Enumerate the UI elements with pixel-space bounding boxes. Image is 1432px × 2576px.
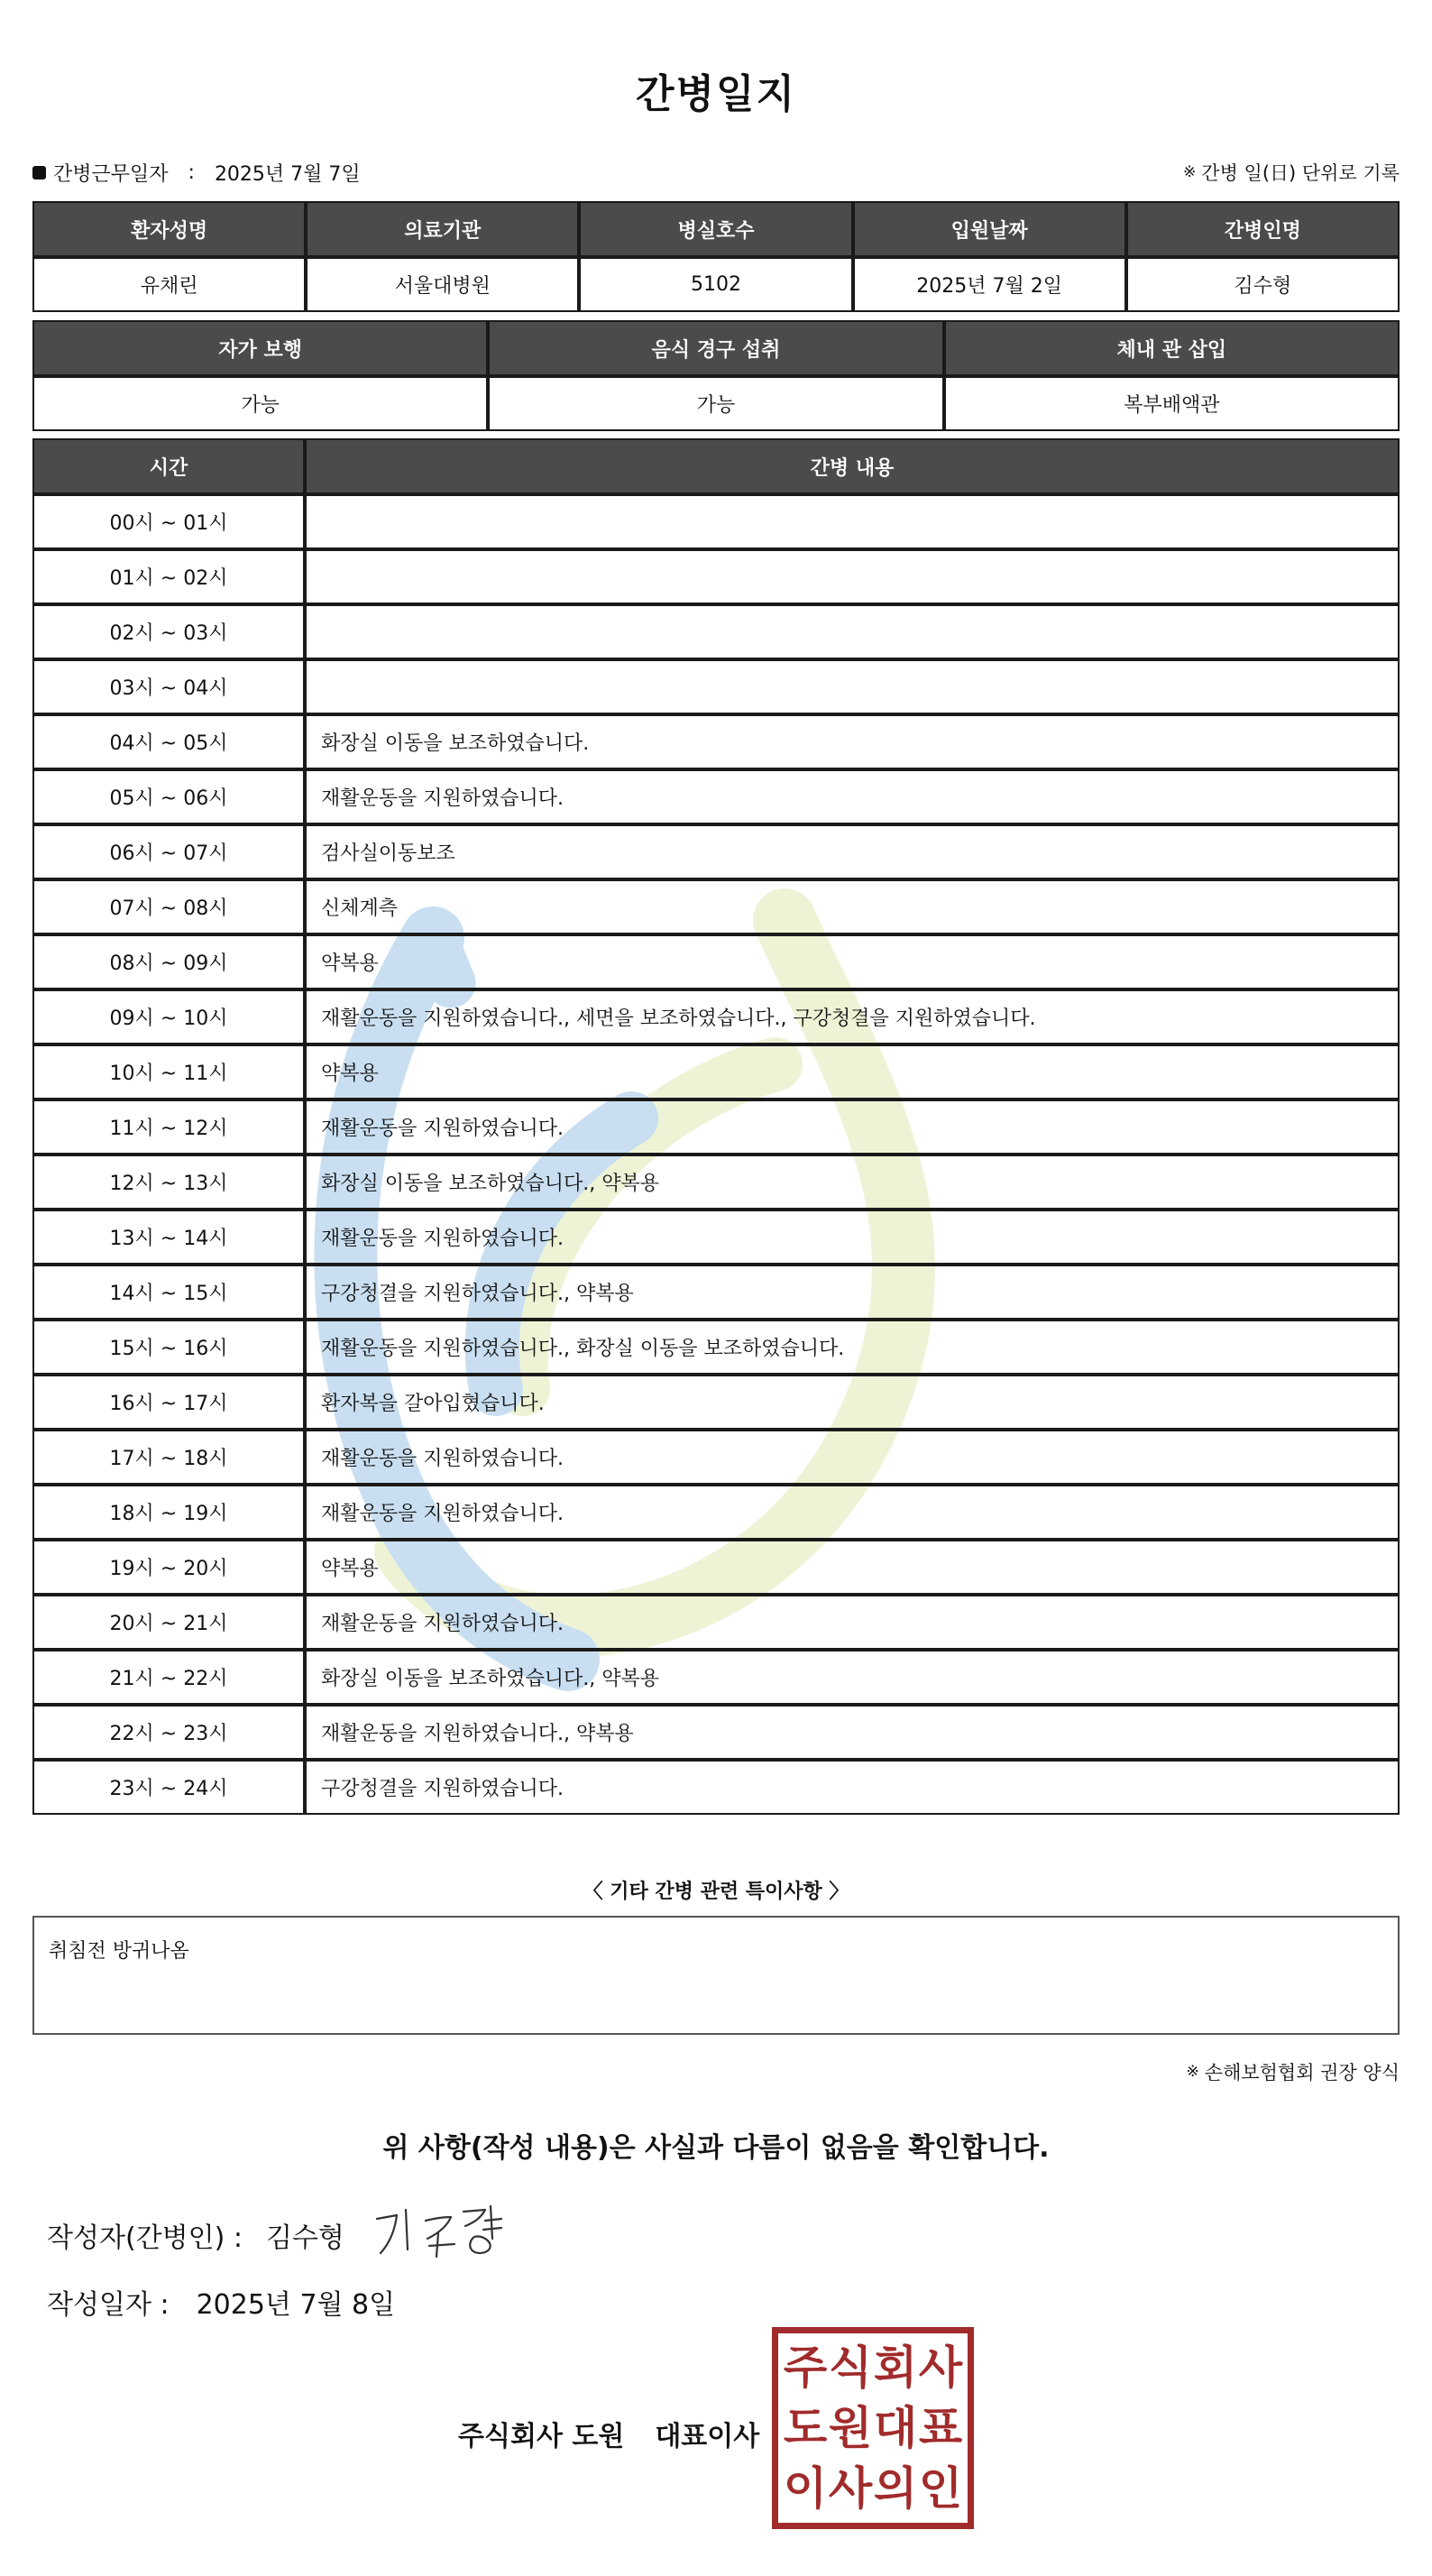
header-care-content: 간병 내용 — [305, 438, 1400, 494]
header-room-number: 병실호수 — [579, 201, 852, 257]
reference-mark-icon: ※ — [1183, 163, 1197, 181]
care-log-time: 03시 ~ 04시 — [32, 659, 305, 714]
care-log-content: 재활운동을 지원하였습니다. — [305, 1595, 1400, 1650]
status-header-row — [32, 320, 1400, 376]
care-log-time: 11시 ~ 12시 — [32, 1099, 305, 1155]
confirmation-statement: 위 사항(작성 내용)은 사실과 다름이 없음을 확인합니다. — [382, 2132, 1050, 2164]
written-date-label: 작성일자 : — [47, 2289, 170, 2321]
care-log-time: 23시 ~ 24시 — [32, 1760, 305, 1815]
care-log-content — [305, 604, 1400, 659]
value-room-number: 5102 — [579, 257, 852, 312]
header-caregiver-name: 간병인명 — [1126, 201, 1400, 257]
form-note-text: 손해보험협회 권장 양식 — [1204, 2062, 1400, 2084]
care-log-content: 검사실이동보조 — [305, 824, 1400, 879]
care-log-row — [32, 1044, 1400, 1099]
care-log-content: 재활운동을 지원하였습니다., 약복용 — [305, 1705, 1400, 1760]
status-value-row — [32, 376, 1400, 431]
care-log-content: 재활운동을 지원하였습니다. — [305, 1485, 1400, 1540]
care-log-time: 08시 ~ 09시 — [32, 934, 305, 989]
writer-name: 김수형 — [265, 2222, 344, 2254]
writer-label: 작성자(간병인) : — [47, 2222, 243, 2254]
care-log-time: 18시 ~ 19시 — [32, 1485, 305, 1540]
care-log-time: 19시 ~ 20시 — [32, 1540, 305, 1595]
care-log-time: 22시 ~ 23시 — [32, 1705, 305, 1760]
care-log-time: 05시 ~ 06시 — [32, 769, 305, 824]
care-log-row — [32, 1265, 1400, 1320]
care-log-content: 약복용 — [305, 934, 1400, 989]
care-log-content: 재활운동을 지원하였습니다. — [305, 1099, 1400, 1155]
special-notes-content: 취침전 방귀나옴 — [49, 1940, 189, 1963]
care-log-time: 07시 ~ 08시 — [32, 879, 305, 934]
care-log-row — [32, 659, 1400, 714]
care-log-row — [32, 769, 1400, 824]
seal-character: 주 — [783, 2341, 828, 2395]
care-log-time: 04시 ~ 05시 — [32, 714, 305, 769]
care-log-time: 14시 ~ 15시 — [32, 1265, 305, 1320]
writer-row — [47, 2215, 344, 2255]
care-log-content — [305, 549, 1400, 604]
care-log-time: 20시 ~ 21시 — [32, 1595, 305, 1650]
care-log-table — [32, 438, 1400, 1815]
care-log-time: 06시 ~ 07시 — [32, 824, 305, 879]
header-oral-intake: 음식 경구 섭취 — [488, 320, 943, 376]
seal-character: 이 — [783, 2461, 828, 2515]
bullet-square-icon — [32, 166, 46, 179]
reference-mark-icon: ※ — [1186, 2063, 1199, 2081]
care-log-row — [32, 824, 1400, 879]
care-log-time: 17시 ~ 18시 — [32, 1430, 305, 1485]
special-notes-title: 〈 기타 간병 관련 특이사항 〉 — [583, 1881, 849, 1903]
seal-character: 인 — [918, 2461, 963, 2515]
care-log-content — [305, 494, 1400, 549]
care-log-content: 재활운동을 지원하였습니다., 화장실 이동을 보조하였습니다. — [305, 1320, 1400, 1375]
care-log-content: 재활운동을 지원하였습니다. — [305, 1430, 1400, 1485]
care-log-row — [32, 1099, 1400, 1155]
care-log-time: 21시 ~ 22시 — [32, 1650, 305, 1705]
company-signature-row — [458, 2414, 759, 2453]
value-oral-intake: 가능 — [488, 376, 943, 431]
care-log-row — [32, 879, 1400, 934]
seal-character: 식 — [828, 2341, 873, 2395]
seal-character: 사 — [918, 2341, 963, 2395]
meta-row — [32, 159, 1400, 186]
header-patient-name: 환자성명 — [32, 201, 306, 257]
care-log-header-row — [32, 438, 1400, 494]
care-log-row — [32, 604, 1400, 659]
value-hospital: 서울대병원 — [306, 257, 579, 312]
care-log-row — [32, 934, 1400, 989]
care-log-time: 10시 ~ 11시 — [32, 1044, 305, 1099]
care-log-row — [32, 1760, 1400, 1815]
care-log-row — [32, 549, 1400, 604]
care-log-row — [32, 1595, 1400, 1650]
care-log-content: 화장실 이동을 보조하였습니다., 약복용 — [305, 1650, 1400, 1705]
care-log-time: 01시 ~ 02시 — [32, 549, 305, 604]
care-log-time: 13시 ~ 14시 — [32, 1210, 305, 1265]
seal-character: 사 — [828, 2461, 873, 2515]
seal-character: 의 — [873, 2461, 918, 2515]
care-log-content: 화장실 이동을 보조하였습니다. — [305, 714, 1400, 769]
header-time: 시간 — [32, 438, 305, 494]
care-log-content: 구강청결을 지원하였습니다. — [305, 1760, 1400, 1815]
company-rep-title: 대표이사 — [655, 2421, 760, 2452]
care-log-row — [32, 494, 1400, 549]
seal-character: 대 — [873, 2401, 918, 2454]
special-notes-box — [32, 1916, 1400, 2035]
value-caregiver-name: 김수형 — [1126, 257, 1400, 312]
document-title: 간병일지 — [635, 71, 796, 117]
care-log-time: 09시 ~ 10시 — [32, 989, 305, 1044]
care-log-row — [32, 1375, 1400, 1430]
company-name: 주식회사 도원 — [458, 2421, 625, 2452]
care-log-content: 약복용 — [305, 1044, 1400, 1099]
value-self-walking: 가능 — [32, 376, 488, 431]
care-log-row — [32, 1320, 1400, 1375]
value-admission-date: 2025년 7월 2일 — [853, 257, 1126, 312]
care-log-row — [32, 1210, 1400, 1265]
care-log-time: 16시 ~ 17시 — [32, 1375, 305, 1430]
care-log-time: 12시 ~ 13시 — [32, 1155, 305, 1210]
patient-status-table — [32, 320, 1400, 431]
care-log-row — [32, 1155, 1400, 1210]
seal-character: 표 — [918, 2401, 963, 2454]
work-date-label: 간병근무일자 — [53, 162, 169, 186]
record-note-text: 간병 일(日) 단위로 기록 — [1201, 162, 1400, 184]
header-admission-date: 입원날짜 — [853, 201, 1126, 257]
seal-character: 원 — [828, 2401, 873, 2454]
care-log-content: 신체계측 — [305, 879, 1400, 934]
patient-value-row — [32, 257, 1400, 312]
care-log-row — [32, 1650, 1400, 1705]
company-seal-stamp — [772, 2327, 974, 2529]
seal-character: 도 — [783, 2401, 828, 2454]
care-log-content: 재활운동을 지원하였습니다. — [305, 769, 1400, 824]
care-log-row — [32, 1485, 1400, 1540]
care-log-row — [32, 989, 1400, 1044]
work-date-value: 2025년 7월 7일 — [214, 162, 361, 186]
header-hospital: 의료기관 — [306, 201, 579, 257]
care-log-content: 구강청결을 지원하였습니다., 약복용 — [305, 1265, 1400, 1320]
care-log-content: 약복용 — [305, 1540, 1400, 1595]
care-log-content — [305, 659, 1400, 714]
work-date-group — [32, 159, 361, 187]
record-note — [1183, 159, 1400, 186]
care-log-time: 02시 ~ 03시 — [32, 604, 305, 659]
patient-info-table — [32, 201, 1400, 312]
work-date-separator: : — [188, 161, 195, 184]
care-log-time: 00시 ~ 01시 — [32, 494, 305, 549]
care-log-row — [32, 1430, 1400, 1485]
care-log-content: 화장실 이동을 보조하였습니다., 약복용 — [305, 1155, 1400, 1210]
care-log-row — [32, 714, 1400, 769]
care-log-time: 15시 ~ 16시 — [32, 1320, 305, 1375]
care-log-content: 재활운동을 지원하였습니다. — [305, 1210, 1400, 1265]
handwritten-signature — [370, 2194, 523, 2266]
seal-character: 회 — [873, 2341, 918, 2395]
care-log-content: 재활운동을 지원하였습니다., 세면을 보조하였습니다., 구강청결을 지원하였습니다. — [305, 989, 1400, 1044]
patient-header-row — [32, 201, 1400, 257]
care-log-content: 환자복을 갈아입혔습니다. — [305, 1375, 1400, 1430]
care-log-row — [32, 1540, 1400, 1595]
value-tube-insertion: 복부배액관 — [944, 376, 1400, 431]
form-note — [1187, 2058, 1400, 2085]
written-date-value: 2025년 7월 8일 — [196, 2289, 396, 2321]
value-patient-name: 유채린 — [32, 257, 306, 312]
header-self-walking: 자가 보행 — [32, 320, 488, 376]
care-log-row — [32, 1705, 1400, 1760]
header-tube-insertion: 체내 관 삽입 — [944, 320, 1400, 376]
written-date-row — [47, 2282, 395, 2322]
